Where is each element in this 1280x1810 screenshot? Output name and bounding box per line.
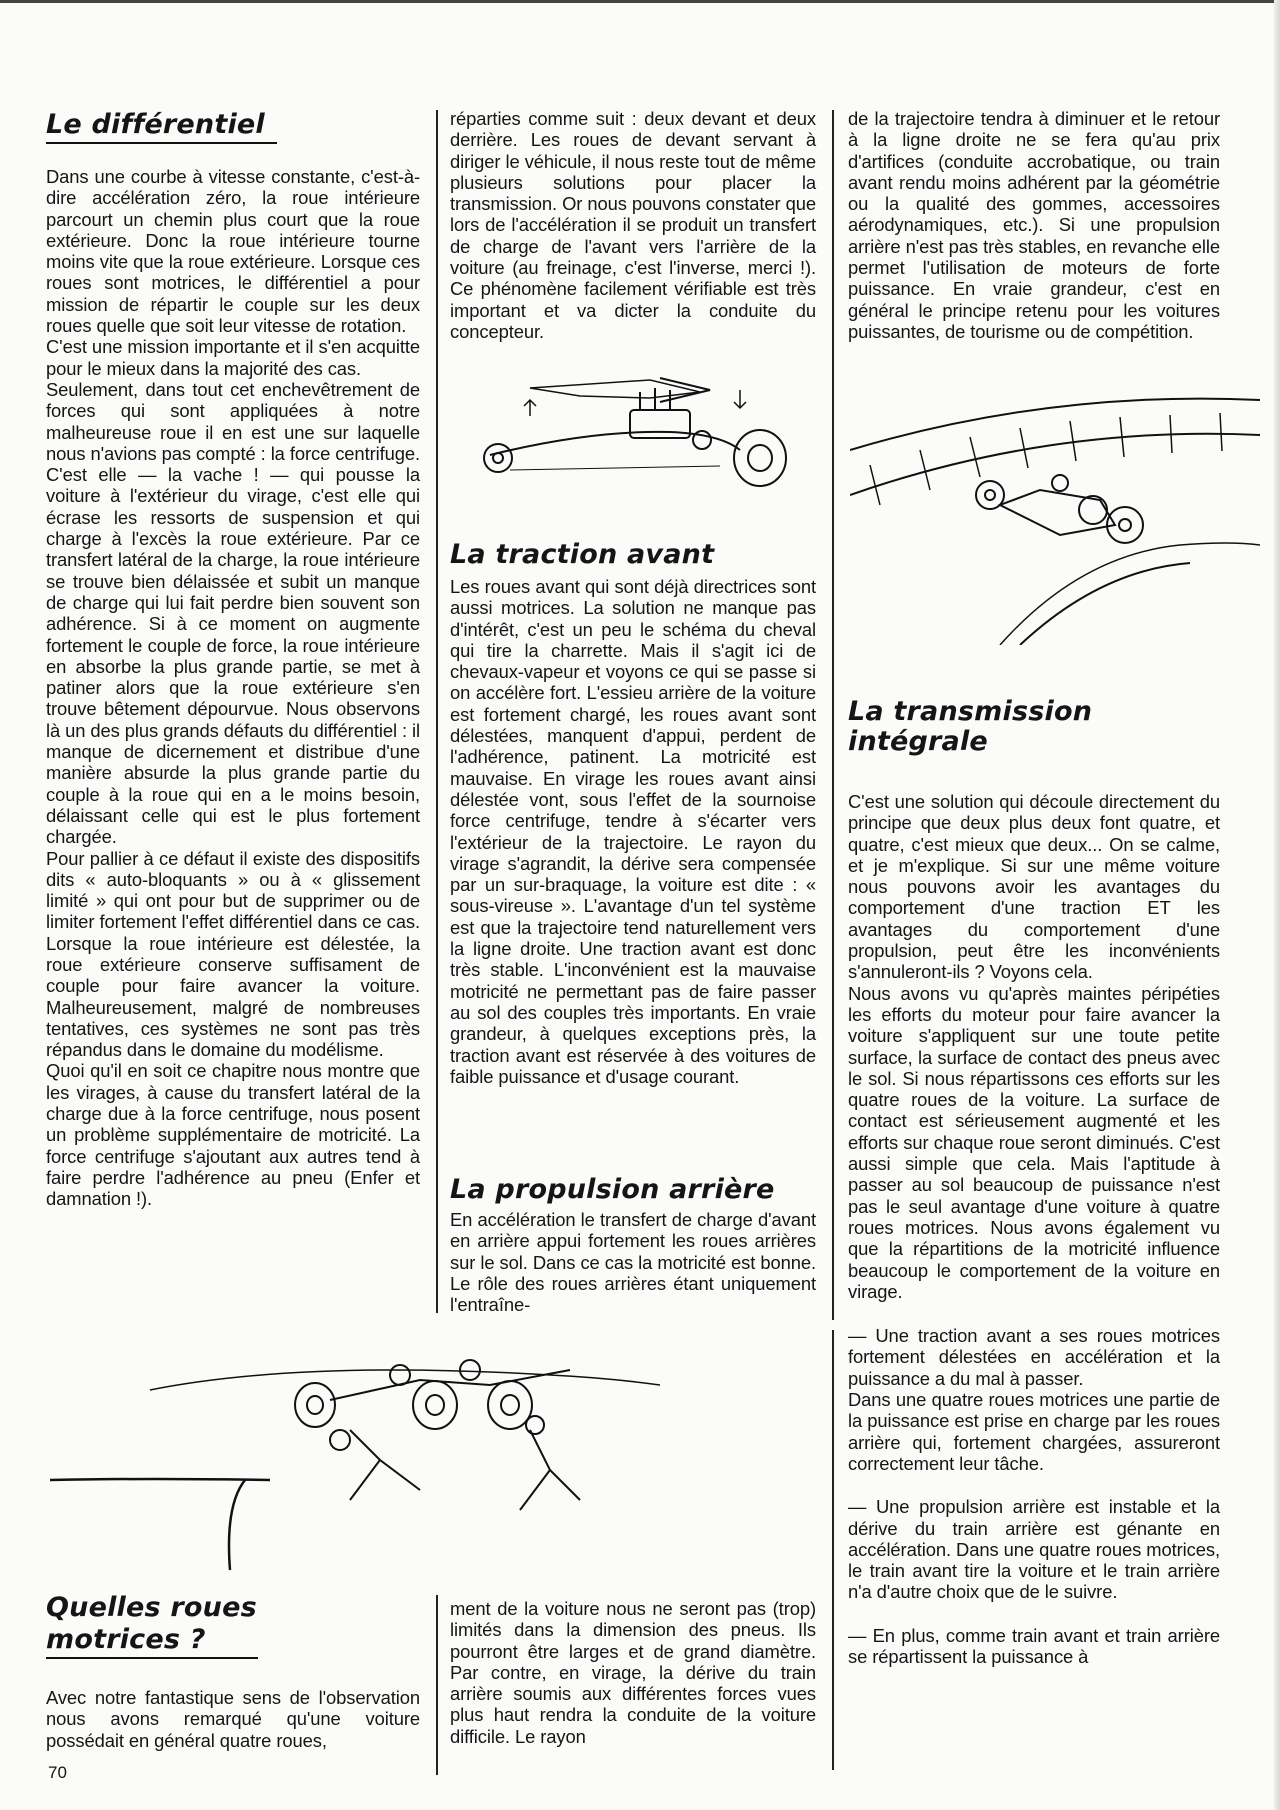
column-rule-2 xyxy=(832,110,834,1320)
top-rule xyxy=(0,0,1280,3)
propulsion-continued: de la trajectoire tendra à diminuer et le retour à la ligne droite ne se fera qu'au prix d'artifices (conduite accrobatique, ou train avant rendu moins adhérent par la géométrie ou la qualité des gommes, accessoires aérodynamiques, etc.). Si une propulsion arrière n'est pas très stables, en revanche elle permet l'utilisation de moteurs de forte puissance. En vraie grandeur, c'est en général le principe retenu pour les voitures puissantes, de tourisme ou de compétition. xyxy=(848,108,1220,342)
pushing-car-illustration xyxy=(50,1330,660,1580)
page-number: 70 xyxy=(48,1763,67,1782)
heading-quelles-roues: Quelles roues motrices ? xyxy=(46,1593,420,1659)
column-rule-1 xyxy=(436,110,438,1313)
column-rule-3 xyxy=(436,1595,438,1775)
heading-traction-avant: La traction avant xyxy=(450,539,715,570)
page-edge xyxy=(1274,0,1280,1810)
column-1-bottom xyxy=(46,1593,420,1751)
propulsion-continued-bottom: ment de la voiture nous ne seront pas (trop) limités dans la dimension des pneus. Ils pourront être larges et de grand diamètre. Par contre, en virage, la dérive du train arrière soumis aux différentes forces vues plus haut rendra la conduite de la voiture difficile. Le rayon xyxy=(450,1598,816,1747)
heading-differentiel: Le différentiel xyxy=(46,110,420,144)
column-2-traction xyxy=(450,540,816,1087)
differentiel-paragraph-2: C'est une mission importante et il s'en acquitte pour le mieux dans la majorité des cas. xyxy=(46,336,420,379)
quelles-paragraph: Avec notre fantastique sens de l'observation nous avons remarqué qu'une voiture possédait en général quatre roues, xyxy=(46,1687,420,1751)
propulsion-paragraph: En accélération le transfert de charge d'avant en arrière appui fortement les roues arrières sur le sol. Dans ce cas la motricité est bonne. Le rôle des roues arrières étant uniquement l'entraîne- xyxy=(450,1209,816,1316)
differentiel-paragraph-1: Dans une courbe à vitesse constante, c'est-à-dire accélération zéro, la roue intérieure parcourt un chemin plus court que la roue extérieure. Donc la roue intérieure tourne moins vite que la roue extérieure. Lorsque ces roues sont motrices, le différentiel a pour mission de répartir le couple sur les deux roues quelle que soit leur vitesse de rotation. xyxy=(46,166,420,337)
column-rule-4 xyxy=(832,1330,834,1770)
column-1 xyxy=(46,110,420,1210)
column-2-bottom xyxy=(450,1598,816,1747)
differentiel-paragraph-5: Quoi qu'il en soit ce chapitre nous montre que les virages, à cause du transfert latéral de la charge due à la force centrifuge, nous posent un problème supplémentaire de motricité. La force centrifuge s'ajoutant aux autres tend à faire perdre l'adhérence au pneu (Enfer et damnation !). xyxy=(46,1060,420,1210)
intro-paragraph: réparties comme suit : deux devant et deux derrière. Les roues de devant servant à diriger le véhicule, il nous reste tout de même plusieurs solutions pour placer la transmission. Or nous pouvons constater que lors de l'accélération il se produit un transfert de charge de l'avant vers l'arrière de la voiture (au freinage, c'est l'inverse, merci !). Ce phénomène facilement vérifiable est très important et va dicter la conduite du concepteur. xyxy=(450,108,816,342)
banked-track-illustration xyxy=(850,395,1260,645)
differentiel-paragraph-3: Seulement, dans tout cet enchevêtrement de forces qui sont appliquées à notre malheureuse roue il en est une sur laquelle nous n'avions pas compté : la force centrifuge. C'est elle — la vache ! — qui pousse la voiture à l'extérieur du virage, c'est elle qui écrase les ressorts de suspension et qui charge à l'excès la roue extérieure. Par ce transfert latéral de la charge, la roue intérieure se trouve bien délaissée et subit un manque de charge qui lui fait perdre bien souvent son adhérence. Si à ce moment on augmente fortement le couple de force, la roue intérieure en absorbe la plus grande partie, se met à patiner alors que la roue extérieure s'en trouve bêtement dépourvue. Nous observons là un des plus grands défauts du différentiel : il manque de dicernement et distribue d'une manière absurde la plus grande partie du couple à la roue qui en a le moins besoin, délaissant celle qui est le plus fortement chargée. xyxy=(46,378,420,848)
differentiel-paragraph-4: Pour pallier à ce défaut il existe des dispositifs dits « auto-bloquants » ou à « glissement limité » qui ont pour but de supprimer ou de limiter fortement l'effet différentiel dans ce cas. Lorsque la roue intérieure est délestée, la roue extérieure conserve suffisament de couple pour faire avancer la voiture. Malheureusement, malgré de nombreuses tentatives, ces systèmes ne sont pas très répandus dans le domaine du modélisme. xyxy=(46,847,420,1061)
point-propulsion: — Une propulsion arrière est instable et la dérive du train arrière est génante en accélération. Dans une quatre roues motrices, le train avant tire la voiture et le train arrière n'a d'autre choix que de le suivre. xyxy=(848,1496,1220,1603)
point-traction-b: Dans une quatre roues motrices une partie de la puissance est prise en charge par les roues arrière qui, fortement chargées, assureront correctement leur tâche. xyxy=(848,1389,1220,1474)
column-2 xyxy=(450,108,816,342)
column-2-propulsion xyxy=(450,1175,816,1315)
integrale-paragraph-2: Nous avons vu qu'après maintes péripéties les efforts du moteur pour faire avancer la voiture s'appliquent sur une toute petite surface, la surface de contact des pneus avec le sol. Si nous répartissons ces efforts sur les quatre roues de la voiture. La surface de contact est sérieusement augmenté et les efforts sur chaque roue seront diminués. C'est aussi simple que cela. Mais l'aptitude à passer au sol beaucoup de puissance n'est pas le seul avantage d'une voiture à quatre roues motrices. Nous avons également vu que la répartitions de la motricité influence beaucoup le comportement de la voiture en virage. xyxy=(848,982,1220,1302)
traction-paragraph: Les roues avant qui sont déjà directrices sont aussi motrices. La solution ne manque pas d'intérêt, c'est un peu le schéma du cheval qui tire la charrette. Mais il s'agit ici de chevaux-vapeur et voyons ce qui se passe si on accélère fort. L'essieu arrière de la voiture est fortement chargé, les roues avant sont délestées, manquent d'appui, perdent de l'adhérence, patinent. La motricité est mauvaise. En virage les roues avant ainsi délestée vont, sous l'effet de la sournoise force centrifuge, tendre à s'écarter vers l'extérieur de la trajectoire. Le rayon du virage s'agrandit, la dérive sera compensée par un sur-braquage, la voiture est dite : « sous-vireuse ». L'avantage d'un tel système est que la trajectoire tend naturellement vers la ligne droite. Une traction avant est donc très stable. L'inconvénient est la mauvaise motricité ne permettant pas de faire passer au sol des couples très importants. En vraie grandeur, à quelques exceptions près, la traction avant est réservée à des voitures de faible puissance et d'usage courant. xyxy=(450,576,816,1087)
dragster-illustration xyxy=(470,370,800,500)
point-plus: — En plus, comme train avant et train arrière se répartissent la puissance à xyxy=(848,1624,1220,1667)
integrale-paragraph-1: C'est une solution qui découle directement du principe que deux plus deux font quatre, et quatre, c'est mieux que deux... On se calme, et je m'explique. Si sur une même voiture nous pouvons avoir les avantages du comportement d'une traction ET les avantages du comportement d'une propulsion, peut être les inconvénients s'annuleront-ils ? Voyons cela. xyxy=(848,791,1220,983)
heading-transmission-integrale: La transmission intégrale xyxy=(848,696,1093,757)
point-traction-a: — Une traction avant a ses roues motrices fortement délestées en accélération et la puissance a du mal à passer. xyxy=(848,1325,1220,1389)
column-3 xyxy=(848,108,1220,342)
heading-propulsion-arriere: La propulsion arrière xyxy=(450,1174,775,1205)
column-3-integrale xyxy=(848,697,1220,1667)
